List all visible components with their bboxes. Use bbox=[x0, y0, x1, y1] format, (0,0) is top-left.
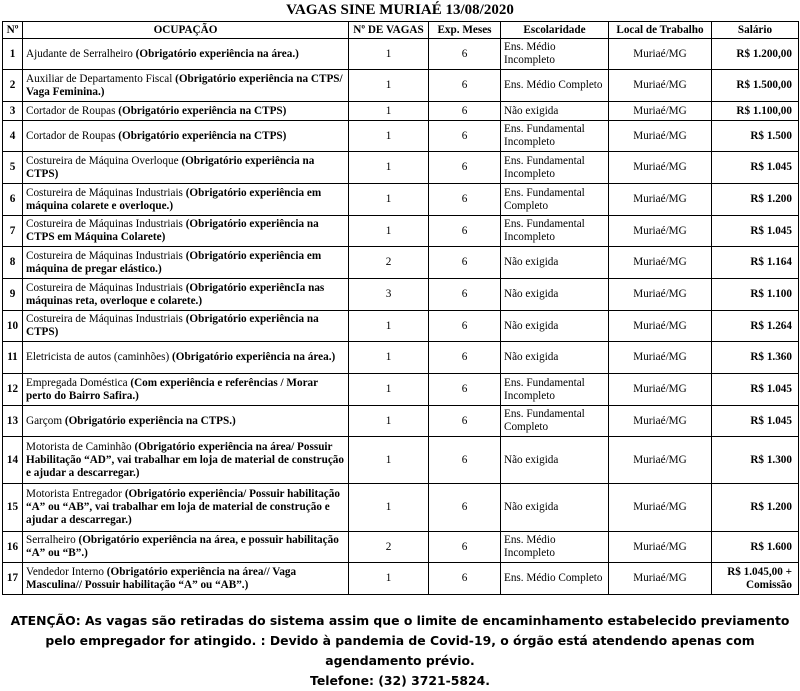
work-location: Muriaé/MG bbox=[609, 437, 712, 484]
phone-text: Telefone: (32) 3721-5824. bbox=[310, 673, 490, 688]
header-ocupacao: OCUPAÇÃO bbox=[23, 22, 349, 39]
table-row bbox=[3, 102, 799, 121]
occupation-cell bbox=[23, 39, 349, 70]
table-row bbox=[3, 39, 799, 70]
salary: R$ 1.200 bbox=[712, 184, 799, 216]
education-level: Ens. Fundamental Completo bbox=[501, 184, 609, 216]
attention-text: ATENÇÃO: As vagas são retiradas do sistema assim que o limite de encaminhamento estabelecido previamento pelo empregador for atingido. : Devido à pandemia de Covid-19, o órgão está atendendo apenas com agendamento prévio. bbox=[10, 613, 790, 668]
row-number: 13 bbox=[3, 406, 23, 437]
occupation-requirements: (Obrigatório experiência na área/ Possuir Habilitação “AD”, vai trabalhar em loja de material de construção e ajudar a descarregar.) bbox=[26, 440, 344, 479]
experience-months: 6 bbox=[429, 184, 501, 216]
education-level: Ens. Fundamental Incompleto bbox=[501, 152, 609, 184]
occupation-requirements: (Obrigatório experiência na área.) bbox=[135, 47, 299, 60]
occupation-cell bbox=[23, 279, 349, 311]
experience-months: 6 bbox=[429, 279, 501, 311]
education-level: Não exigida bbox=[501, 484, 609, 532]
occupation-requirements: (Obrigatório experiência na CTPS.) bbox=[64, 414, 236, 427]
table-row bbox=[3, 406, 799, 437]
occupation-requirements: (Obrigatório experiência/ Possuir habilitação “A” ou “AB”, vai trabalhar em loja de material de construção e ajudar a descarregar.) bbox=[26, 488, 340, 526]
occupation-cell bbox=[23, 342, 349, 374]
row-number: 4 bbox=[3, 121, 23, 152]
row-number: 10 bbox=[3, 311, 23, 342]
vacancies-count: 1 bbox=[349, 563, 429, 595]
table-row bbox=[3, 152, 799, 184]
occupation-title: Costureira de Máquinas Industriais bbox=[26, 186, 186, 199]
education-level: Ens. Fundamental Incompleto bbox=[501, 374, 609, 406]
occupation-cell bbox=[23, 102, 349, 121]
work-location: Muriaé/MG bbox=[609, 152, 712, 184]
experience-months: 6 bbox=[429, 247, 501, 279]
salary: R$ 1.500 bbox=[712, 121, 799, 152]
salary: R$ 1.600 bbox=[712, 532, 799, 563]
vacancies-count: 1 bbox=[349, 152, 429, 184]
occupation-title: Serralheiro bbox=[26, 534, 79, 546]
occupation-requirements: (Obrigatório experiência na CTPS) bbox=[26, 154, 315, 180]
occupation-title: Ajudante de Serralheiro bbox=[26, 47, 136, 60]
vacancies-count: 2 bbox=[349, 247, 429, 279]
vacancies-count: 1 bbox=[349, 39, 429, 70]
row-number: 7 bbox=[3, 216, 23, 247]
vacancies-count: 1 bbox=[349, 121, 429, 152]
occupation-cell bbox=[23, 563, 349, 595]
salary: R$ 1.045 bbox=[712, 406, 799, 437]
work-location: Muriaé/MG bbox=[609, 39, 712, 70]
occupation-cell bbox=[23, 247, 349, 279]
education-level: Ens. Médio Incompleto bbox=[501, 39, 609, 70]
row-number: 6 bbox=[3, 184, 23, 216]
occupation-cell bbox=[23, 70, 349, 102]
footer-notice bbox=[0, 611, 800, 691]
row-number: 1 bbox=[3, 39, 23, 70]
education-level: Não exigida bbox=[501, 311, 609, 342]
occupation-cell bbox=[23, 184, 349, 216]
vacancies-count: 2 bbox=[349, 532, 429, 563]
vacancies-count: 1 bbox=[349, 342, 429, 374]
work-location: Muriaé/MG bbox=[609, 70, 712, 102]
vacancies-count: 3 bbox=[349, 279, 429, 311]
table-row bbox=[3, 311, 799, 342]
salary: R$ 1.164 bbox=[712, 247, 799, 279]
occupation-title: Vendedor Interno bbox=[26, 565, 107, 578]
work-location: Muriaé/MG bbox=[609, 484, 712, 532]
occupation-cell bbox=[23, 374, 349, 406]
occupation-cell bbox=[23, 437, 349, 484]
experience-months: 6 bbox=[429, 121, 501, 152]
occupation-cell bbox=[23, 152, 349, 184]
row-number: 12 bbox=[3, 374, 23, 406]
occupation-requirements: (Obrigatório experiência na área.) bbox=[172, 351, 336, 363]
table-row bbox=[3, 279, 799, 311]
occupation-requirements: (Obrigatório experiência em máquina colarete e overloque.) bbox=[26, 186, 322, 212]
table-row bbox=[3, 437, 799, 484]
vacancies-count: 1 bbox=[349, 70, 429, 102]
work-location: Muriaé/MG bbox=[609, 121, 712, 152]
experience-months: 6 bbox=[429, 102, 501, 121]
row-number: 2 bbox=[3, 70, 23, 102]
row-number: 15 bbox=[3, 484, 23, 532]
salary: R$ 1.100 bbox=[712, 279, 799, 311]
experience-months: 6 bbox=[429, 406, 501, 437]
salary: R$ 1.045 bbox=[712, 216, 799, 247]
experience-months: 6 bbox=[429, 563, 501, 595]
table-row bbox=[3, 70, 799, 102]
occupation-cell bbox=[23, 311, 349, 342]
vacancies-table bbox=[2, 21, 799, 595]
salary: R$ 1.045 bbox=[712, 152, 799, 184]
header-exp: Exp. Meses bbox=[429, 22, 501, 39]
row-number: 11 bbox=[3, 342, 23, 374]
occupation-title: Auxiliar de Departamento Fiscal bbox=[26, 72, 176, 85]
occupation-cell bbox=[23, 532, 349, 563]
table-row bbox=[3, 216, 799, 247]
education-level: Não exigida bbox=[501, 102, 609, 121]
table-row bbox=[3, 484, 799, 532]
salary: R$ 1.100,00 bbox=[712, 102, 799, 121]
vacancies-count: 1 bbox=[349, 406, 429, 437]
table-body bbox=[3, 39, 799, 595]
occupation-cell bbox=[23, 121, 349, 152]
education-level: Ens. Médio Incompleto bbox=[501, 532, 609, 563]
occupation-title: Costureira de Máquinas Industriais bbox=[26, 249, 186, 262]
occupation-title: Empregada Doméstica bbox=[26, 376, 131, 389]
work-location: Muriaé/MG bbox=[609, 311, 712, 342]
vacancies-count: 1 bbox=[349, 437, 429, 484]
header-local: Local de Trabalho bbox=[609, 22, 712, 39]
vacancies-count: 1 bbox=[349, 216, 429, 247]
row-number: 9 bbox=[3, 279, 23, 311]
row-number: 16 bbox=[3, 532, 23, 563]
header-vagas: Nº DE VAGAS bbox=[349, 22, 429, 39]
experience-months: 6 bbox=[429, 152, 501, 184]
work-location: Muriaé/MG bbox=[609, 406, 712, 437]
education-level: Não exigida bbox=[501, 247, 609, 279]
header-escolaridade: Escolaridade bbox=[501, 22, 609, 39]
occupation-requirements: (Obrigatório experiência na CTPS/ Vaga Feminina.) bbox=[26, 72, 343, 98]
table-row bbox=[3, 532, 799, 563]
occupation-requirements: (Obrigatório experiência na CTPS em Máquina Colarete) bbox=[26, 218, 319, 243]
occupation-requirements: (Obrigatório experiência na área, e possuir habilitação “A” ou “B”.) bbox=[26, 534, 339, 559]
table-row bbox=[3, 563, 799, 595]
occupation-title: Motorista Entregador bbox=[26, 488, 125, 500]
education-level: Não exigida bbox=[501, 279, 609, 311]
vacancies-count: 1 bbox=[349, 311, 429, 342]
table-row bbox=[3, 247, 799, 279]
work-location: Muriaé/MG bbox=[609, 563, 712, 595]
experience-months: 6 bbox=[429, 484, 501, 532]
experience-months: 6 bbox=[429, 216, 501, 247]
occupation-title: Costureira de Máquinas Industriais bbox=[26, 313, 186, 325]
salary: R$ 1.200,00 bbox=[712, 39, 799, 70]
occupation-requirements: (Obrigatório experiência na área// Vaga Masculina// Possuir habilitação “A” ou “AB”.) bbox=[26, 565, 297, 591]
vacancies-count: 1 bbox=[349, 184, 429, 216]
education-level: Não exigida bbox=[501, 342, 609, 374]
occupation-title: Costureira de Máquinas Industriais bbox=[26, 218, 186, 230]
experience-months: 6 bbox=[429, 374, 501, 406]
occupation-title: Motorista de Caminhão bbox=[26, 440, 135, 453]
occupation-cell bbox=[23, 484, 349, 532]
occupation-requirements: (Com experiência e referências / Morar perto do Bairro Safira.) bbox=[26, 376, 318, 402]
vacancies-count: 1 bbox=[349, 102, 429, 121]
salary: R$ 1.045,00 + Comissão bbox=[712, 563, 799, 595]
header-salario: Salário bbox=[712, 22, 799, 39]
table-row bbox=[3, 184, 799, 216]
salary: R$ 1.360 bbox=[712, 342, 799, 374]
education-level: Ens. Fundamental Completo bbox=[501, 406, 609, 437]
table-row bbox=[3, 374, 799, 406]
work-location: Muriaé/MG bbox=[609, 184, 712, 216]
table-row bbox=[3, 342, 799, 374]
table-header-row bbox=[3, 22, 799, 39]
experience-months: 6 bbox=[429, 70, 501, 102]
row-number: 8 bbox=[3, 247, 23, 279]
occupation-requirements: (Obrigatório experiência na CTPS) bbox=[26, 313, 319, 338]
work-location: Muriaé/MG bbox=[609, 374, 712, 406]
row-number: 5 bbox=[3, 152, 23, 184]
occupation-requirements: (Obrigatório experiência em máquina de pregar elástico.) bbox=[26, 249, 322, 275]
salary: R$ 1.264 bbox=[712, 311, 799, 342]
experience-months: 6 bbox=[429, 437, 501, 484]
table-row bbox=[3, 121, 799, 152]
work-location: Muriaé/MG bbox=[609, 102, 712, 121]
row-number: 3 bbox=[3, 102, 23, 121]
education-level: Ens. Fundamental Incompleto bbox=[501, 216, 609, 247]
work-location: Muriaé/MG bbox=[609, 216, 712, 247]
occupation-title: Eletricista de autos (caminhões) bbox=[26, 351, 173, 363]
vacancies-count: 1 bbox=[349, 484, 429, 532]
work-location: Muriaé/MG bbox=[609, 247, 712, 279]
occupation-requirements: (Obrigatório experiência na CTPS) bbox=[118, 129, 287, 142]
experience-months: 6 bbox=[429, 311, 501, 342]
occupation-cell bbox=[23, 406, 349, 437]
occupation-requirements: (Obrigatório experiência na CTPS) bbox=[118, 104, 287, 117]
education-level: Ens. Fundamental Incompleto bbox=[501, 121, 609, 152]
experience-months: 6 bbox=[429, 532, 501, 563]
occupation-requirements: (Obrigatório experiêncIa nas máquinas reta, overloque e colarete.) bbox=[26, 281, 325, 307]
occupation-title: Costureira de Máquinas Industriais bbox=[26, 281, 186, 294]
occupation-title: Cortador de Roupas bbox=[26, 129, 119, 142]
occupation-title: Costureira de Máquina Overloque bbox=[26, 154, 182, 167]
experience-months: 6 bbox=[429, 342, 501, 374]
experience-months: 6 bbox=[429, 39, 501, 70]
salary: R$ 1.045 bbox=[712, 374, 799, 406]
row-number: 17 bbox=[3, 563, 23, 595]
page-title: VAGAS SINE MURIAÉ 13/08/2020 bbox=[286, 2, 514, 18]
occupation-title: Garçom bbox=[26, 414, 65, 427]
education-level: Ens. Médio Completo bbox=[501, 70, 609, 102]
salary: R$ 1.200 bbox=[712, 484, 799, 532]
row-number: 14 bbox=[3, 437, 23, 484]
work-location: Muriaé/MG bbox=[609, 532, 712, 563]
occupation-title: Cortador de Roupas bbox=[26, 104, 119, 117]
occupation-cell bbox=[23, 216, 349, 247]
work-location: Muriaé/MG bbox=[609, 279, 712, 311]
education-level: Ens. Médio Completo bbox=[501, 563, 609, 595]
salary: R$ 1.300 bbox=[712, 437, 799, 484]
header-num: Nº bbox=[3, 22, 23, 39]
education-level: Não exigida bbox=[501, 437, 609, 484]
work-location: Muriaé/MG bbox=[609, 342, 712, 374]
vacancies-count: 1 bbox=[349, 374, 429, 406]
salary: R$ 1.500,00 bbox=[712, 70, 799, 102]
